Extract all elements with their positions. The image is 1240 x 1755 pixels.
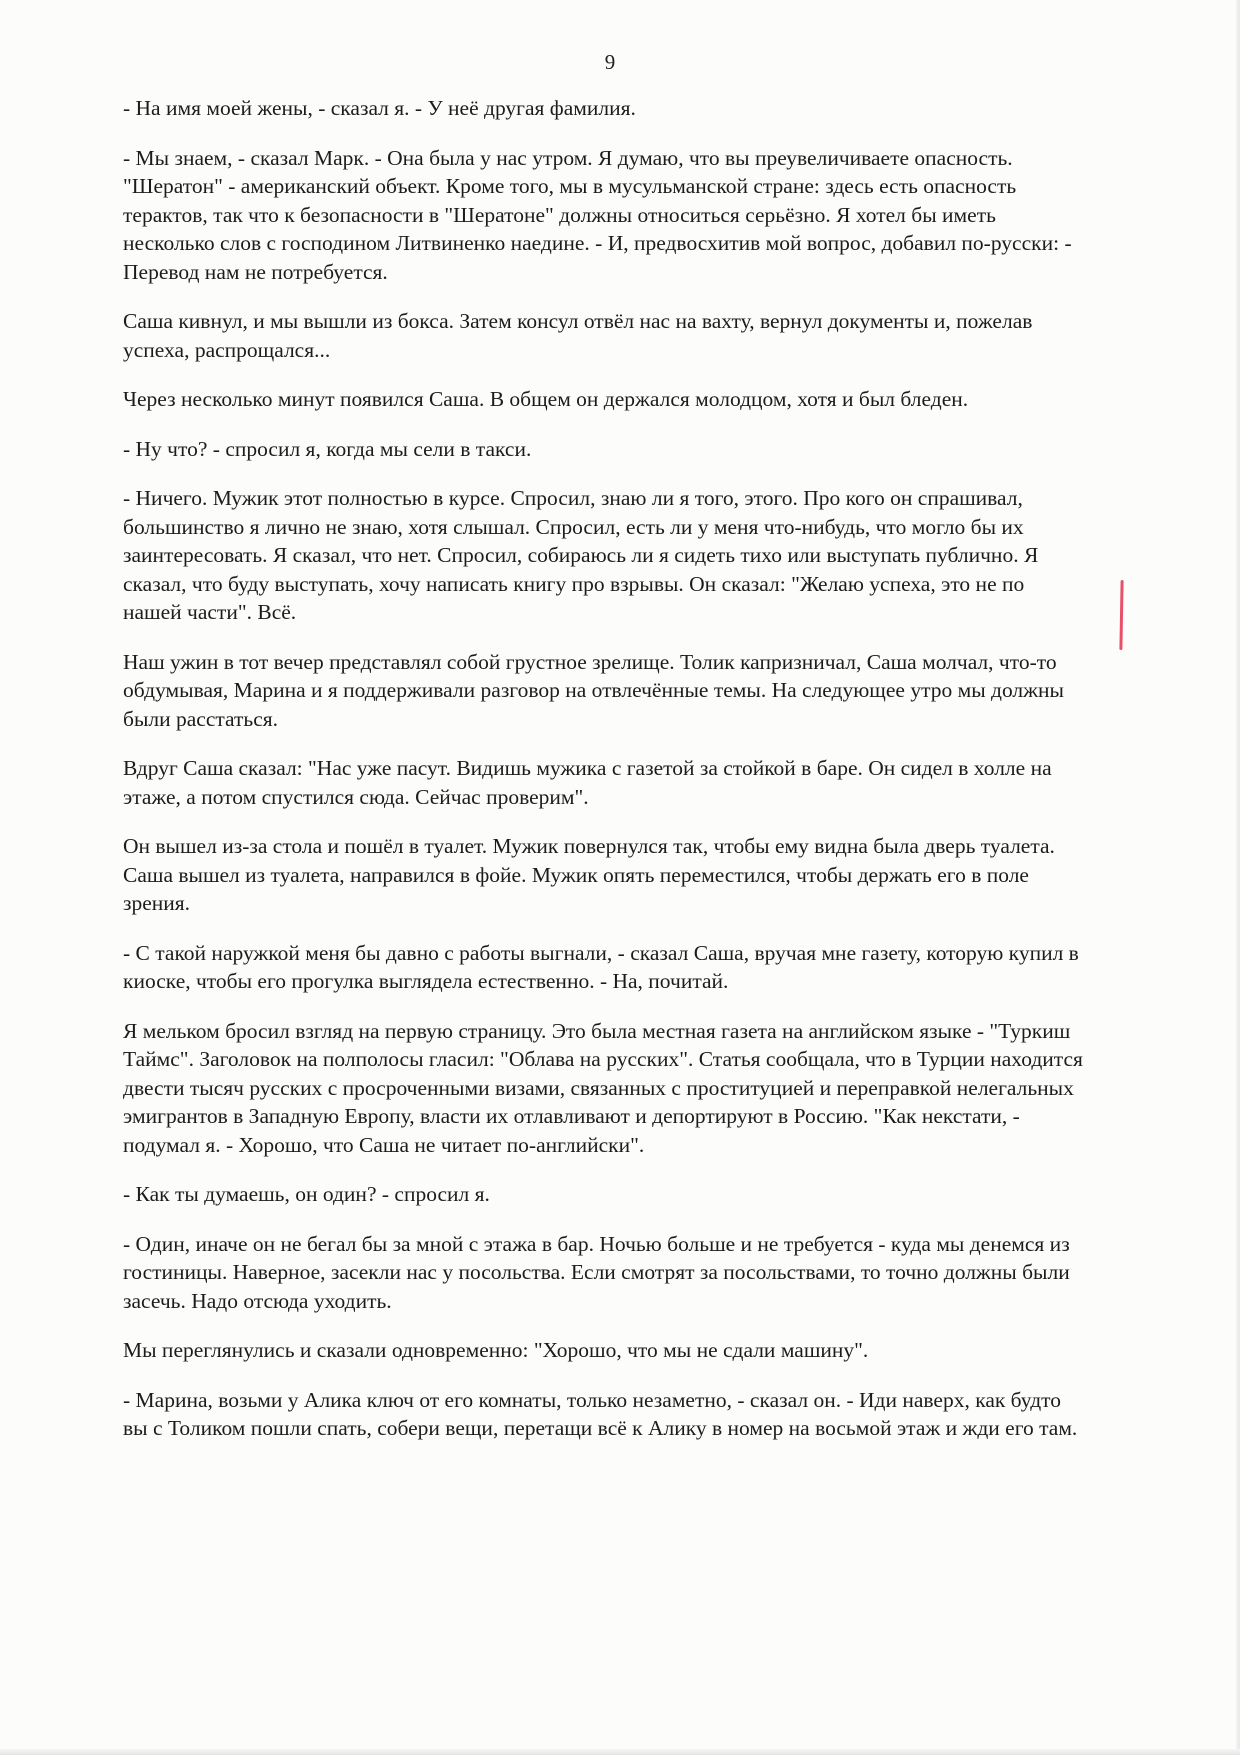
- scan-edge-right: [1236, 0, 1240, 1755]
- paragraph: Я мельком бросил взгляд на первую страницу. Это была местная газета на английском языке - "Туркиш Таймс". Заголовок на полполосы гласил: "Облава на русских". Статья сообщала, что в Турции находится двести тысяч русских с просроченными визами, связанных с проституцией и переправкой нелегальных эмигрантов в Западную Европу, власти их отлавливают и депортируют в Россию. "Как некстати, - подумал я. - Хорошо, что Саша не читает по-английски".: [123, 1018, 1083, 1157]
- paragraph: Мы переглянулись и сказали одновременно: "Хорошо, что мы не сдали машину".: [123, 1338, 869, 1362]
- paragraph: Через несколько минут появился Саша. В общем он держался молодцом, хотя и был бледен.: [123, 387, 969, 411]
- paragraph: Саша кивнул, и мы вышли из бокса. Затем консул отвёл нас на вахту, вернул документы и, пожелав успеха, распрощался...: [123, 309, 1033, 362]
- paragraph: Он вышел из-за стола и пошёл в туалет. Мужик повернулся так, чтобы ему видна была дверь туалета. Саша вышел из туалета, направился в фойе. Мужик опять переместился, чтобы держать его в поле зрения.: [123, 834, 1055, 915]
- paragraph: - Как ты думаешь, он один? - спросил я.: [123, 1182, 490, 1206]
- page-number: 9: [604, 50, 616, 74]
- margin-pen-mark: [1119, 580, 1123, 650]
- body-text: [123, 94, 1083, 1464]
- paragraph: Вдруг Саша сказал: "Нас уже пасут. Видишь мужика с газетой за стойкой в баре. Он сидел в холле на этаже, а потом спустился сюда. Сейчас проверим".: [123, 756, 1052, 809]
- paragraph: - С такой наружкой меня бы давно с работы выгнали, - сказал Саша, вручая мне газету, которую купил в киоске, чтобы его прогулка выглядела естественно. - На, почитай.: [123, 940, 1079, 993]
- paragraph: - Марина, возьми у Алика ключ от его комнаты, только незаметно, - сказал он. - Иди наверх, как будто вы с Толиком пошли спать, собери вещи, перетащи всё к Алику в номер на восьмой этаж и жди его там.: [123, 1387, 1078, 1440]
- paragraph: - Мы знаем, - сказал Марк. - Она была у нас утром. Я думаю, что вы преувеличиваете опасность. "Шератон" - американский объект. Кроме того, мы в мусульманской стране: здесь есть опасность терактов, так что к безопасности в "Шератоне" должны относиться серьёзно. Я хотел бы иметь несколько слов с господином Литвиненко наедине. - И, предвосхитив мой вопрос, добавил по-русски: - Перевод нам не потребуется.: [123, 145, 1072, 284]
- scan-edge-bottom: [0, 1749, 1240, 1755]
- paragraph: - Ничего. Мужик этот полностью в курсе. Спросил, знаю ли я того, этого. Про кого он спрашивал, большинство я лично не знаю, хотя слышал. Спросил, есть ли у меня что-нибудь, что могло бы их заинтересовать. Я сказал, что нет. Спросил, собираюсь ли я сидеть тихо или выступать публично. Я сказал, что буду выступать, хочу написать книгу про взрывы. Он сказал: "Желаю успеха, это не по нашей части". Всё.: [123, 486, 1039, 624]
- paragraph: - Ну что? - спросил я, когда мы сели в такси.: [123, 436, 532, 461]
- paragraph: - На имя моей жены, - сказал я. - У неё другая фамилия.: [123, 96, 636, 120]
- paragraph: - Один, иначе он не бегал бы за мной с этажа в бар. Ночью больше и не требуется - куда мы денемся из гостиницы. Наверное, засекли нас у посольства. Если смотрят за посольствами, то точно должны были засечь. Надо отсюда уходить.: [123, 1231, 1070, 1313]
- paragraph: Наш ужин в тот вечер представлял собой грустное зрелище. Толик капризничал, Саша молчал, что-то обдумывая, Марина и я поддерживали разговор на отвлечённые темы. На следующее утро мы должны были расстаться.: [123, 649, 1064, 731]
